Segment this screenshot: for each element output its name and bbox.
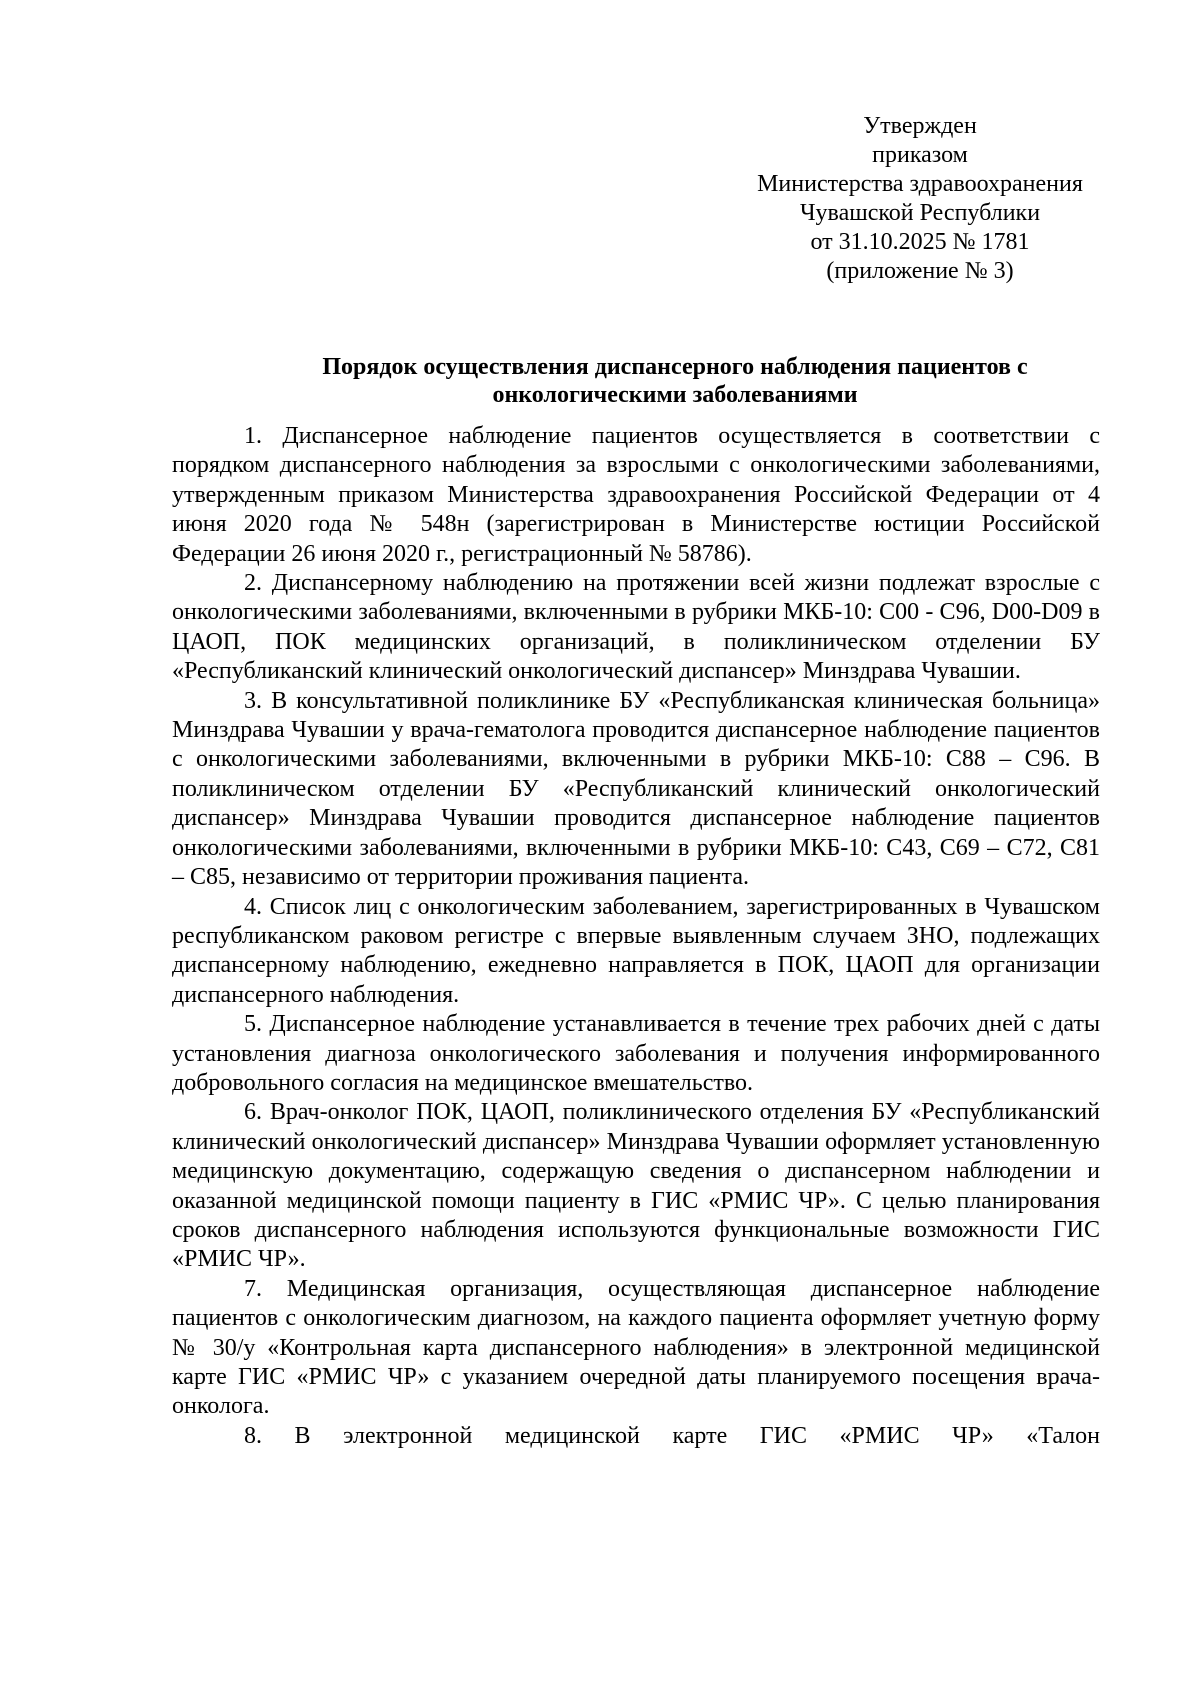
document-title-line-2: онкологическими заболеваниями (492, 382, 858, 408)
approval-line-appendix: (приложение № 3) (826, 258, 1014, 284)
paragraph-7: 7. Медицинская организация, осуществляющая диспансерное наблюдение пациентов с онкологическим диагнозом, на каждого пациента оформляет учетную форму № 30/у «Контрольная карта диспансерного наблюдения» в электронной медицинской карте ГИС «РМИС ЧР» с указанием очередной даты планируемого посещения врача-онколога. (172, 1275, 1100, 1420)
document-title-line-1: Порядок осуществления диспансерного наблюдения пациентов с (322, 354, 1028, 380)
approval-line-approved: Утвержден (863, 113, 977, 139)
paragraph-6: 6. Врач-онколог ПОК, ЦАОП, поликлинического отделения БУ «Республиканский клинический онкологический диспансер» Минздрава Чувашии оформляет установленную медицинскую документацию, содержащую сведения о диспансерном наблюдении и оказанной медицинской помощи пациенту в ГИС «РМИС ЧР». С целью планирования сроков диспансерного наблюдения используются функциональные возможности ГИС «РМИС ЧР». (172, 1099, 1100, 1273)
approval-line-order: приказом (872, 142, 968, 168)
approval-line-date-number: от 31.10.2025 № 1781 (810, 229, 1030, 255)
approval-line-republic: Чувашской Республики (799, 200, 1041, 226)
paragraph-1: 1. Диспансерное наблюдение пациентов осуществляется в соответствии с порядком диспансерного наблюдения за взрослыми с онкологическими заболеваниями, утвержденным приказом Министерства здравоохранения Российской Федерации от 4 июня 2020 года № 548н (зарегистрирован в Министерстве юстиции Российской Федерации 26 июня 2020 г., регистрационный № 58786). (172, 423, 1100, 567)
paragraph-2: 2. Диспансерному наблюдению на протяжении всей жизни подлежат взрослые с онкологическими заболеваниями, включенными в рубрики МКБ-10: С00 - С96, D00-D09 в ЦАОП, ПОК медицинских организаций, в поликлиническом отделении БУ «Республиканский клинический онкологический диспансер» Минздрава Чувашии. (172, 570, 1100, 685)
paragraph-5: 5. Диспансерное наблюдение устанавливается в течение трех рабочих дней с даты установления диагноза онкологического заболевания и получения информированного добровольного согласия на медицинское вмешательство. (172, 1011, 1100, 1096)
approval-line-ministry: Министерства здравоохранения (757, 171, 1083, 197)
document-title (250, 353, 1100, 409)
approval-stamp-block (740, 112, 1100, 286)
paragraph-3: 3. В консультативной поликлинике БУ «Республиканская клиническая больница» Минздрава Чувашии у врача-гематолога проводится диспансерное наблюдение пациентов с онкологическими заболеваниями, включенными в рубрики МКБ-10: С88 – С96. В поликлиническом отделении БУ «Республиканский клинический онкологический диспансер» Минздрава Чувашии проводится диспансерное наблюдение пациентов онкологическими заболеваниями, включенными в рубрики МКБ-10: С43, С69 – С72, С81 – С85, независимо от территории проживания пациента. (172, 687, 1100, 891)
paragraph-4: 4. Список лиц с онкологическим заболеванием, зарегистрированных в Чувашском республиканском раковом регистре с впервые выявленным случаем ЗНО, подлежащих диспансерному наблюдению, ежедневно направляется в ПОК, ЦАОП для организации диспансерного наблюдения. (172, 893, 1100, 1008)
paragraph-8: 8. В электронной медицинской карте ГИС «РМИС ЧР» «Талон (244, 1422, 1100, 1449)
document-body (172, 422, 1100, 1451)
